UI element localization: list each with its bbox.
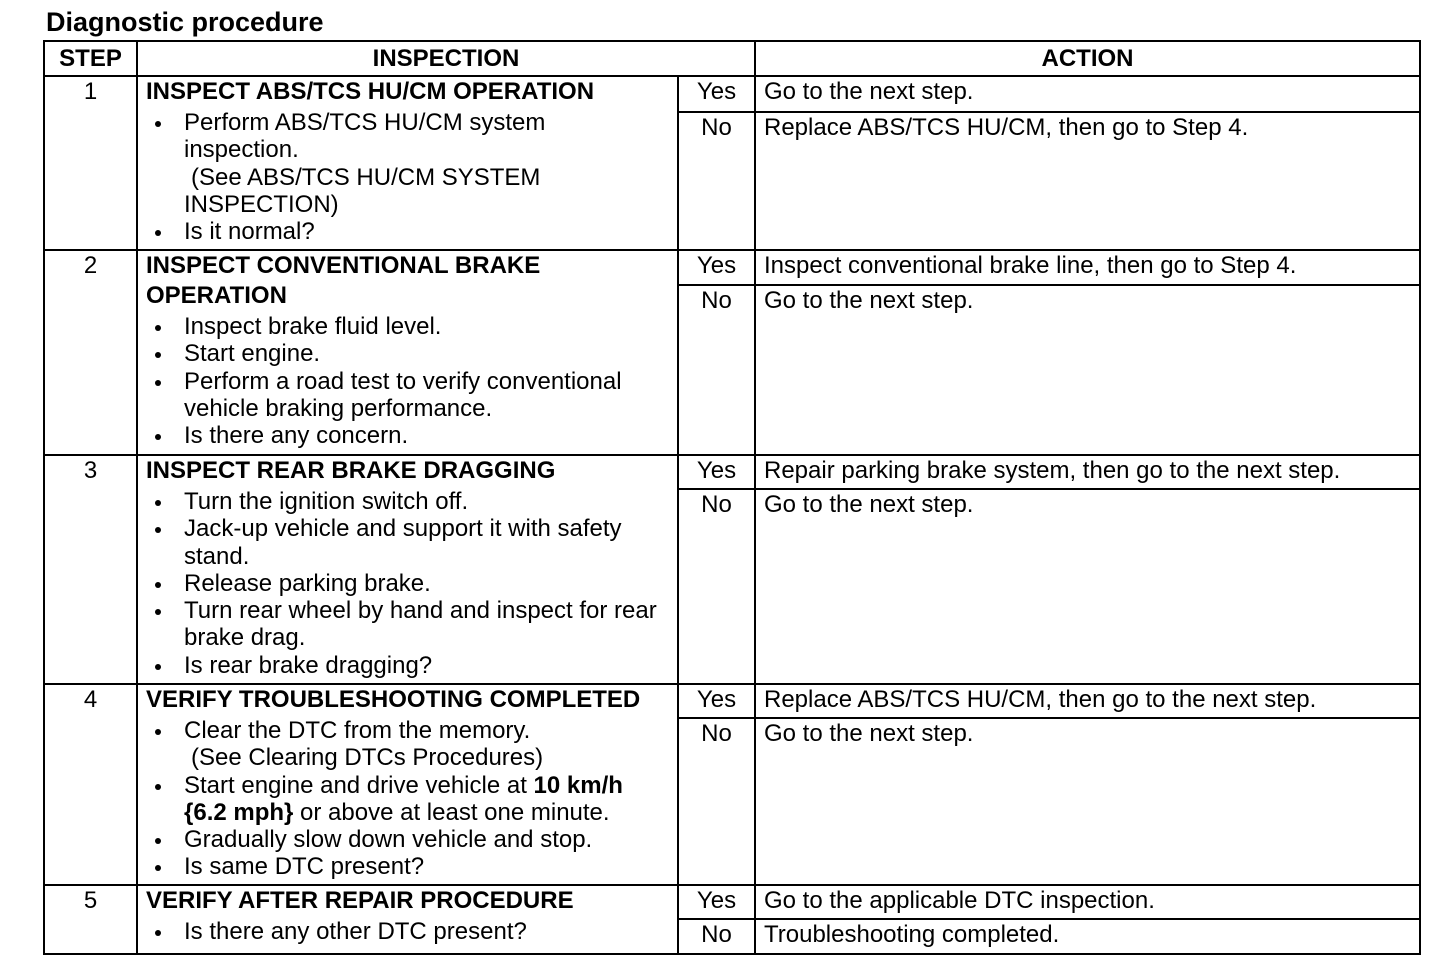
header-inspection: INSPECTION: [138, 42, 756, 77]
inspection-bullet: [184, 488, 664, 515]
bullet-text: Jack-up vehicle and support it with safety stand.: [184, 515, 622, 570]
inspection-bullet: [184, 340, 664, 367]
bullet-text: Clear the DTC from the memory.: [184, 717, 531, 744]
inspection-bullet: [184, 717, 664, 772]
inspection-bullet: [184, 515, 664, 570]
answer-yes-action: Inspect conventional brake line, then go to Step 4.: [756, 251, 1421, 286]
diagnostic-procedure-table: [43, 40, 1421, 955]
inspection-cell: [138, 456, 679, 685]
answer-no-label: No: [679, 719, 756, 886]
bullet-text: Perform ABS/TCS HU/CM system inspection.: [184, 109, 546, 164]
inspection-bullet-list: [146, 313, 664, 449]
step-number: 5: [45, 886, 138, 955]
answer-no-label: No: [679, 286, 756, 456]
bullet-text: Turn rear wheel by hand and inspect for rear brake drag.: [184, 597, 657, 652]
step-number: 2: [45, 251, 138, 456]
answer-yes-label: Yes: [679, 251, 756, 286]
bullet-text: Release parking brake.: [184, 569, 431, 597]
answer-yes-label: Yes: [679, 77, 756, 113]
answer-yes-label: Yes: [679, 456, 756, 490]
answer-no-action: Go to the next step.: [756, 490, 1421, 685]
answer-no-label: No: [679, 920, 756, 955]
bullet-text: Gradually slow down vehicle and stop.: [184, 826, 593, 854]
bullet-reference-note: (See Clearing DTCs Procedures): [191, 744, 544, 772]
answer-yes-action: Repair parking brake system, then go to the next step.: [756, 456, 1421, 490]
inspection-bullet: [184, 597, 664, 652]
step-number: 3: [45, 456, 138, 685]
inspection-heading: INSPECT CONVENTIONAL BRAKE OPERATION: [146, 252, 541, 309]
bullet-text: Is rear brake dragging?: [184, 651, 433, 679]
answer-no-action: Go to the next step.: [756, 286, 1421, 456]
inspection-heading: VERIFY TROUBLESHOOTING COMPLETED: [146, 686, 641, 713]
answer-yes-action: Go to the next step.: [756, 77, 1421, 113]
inspection-bullet: [184, 772, 664, 827]
inspection-cell: [138, 685, 679, 886]
answer-no-label: No: [679, 490, 756, 685]
inspection-bullet: [184, 218, 664, 245]
bullet-emphasis-speed: 10 km/h {6.2 mph}: [184, 771, 623, 826]
bullet-text: Start engine and drive vehicle at: [184, 771, 534, 799]
inspection-bullet: [184, 422, 664, 449]
answer-yes-action: Go to the applicable DTC inspection.: [756, 886, 1421, 920]
inspection-heading: VERIFY AFTER REPAIR PROCEDURE: [146, 887, 574, 914]
inspection-cell: [138, 77, 679, 251]
inspection-heading: INSPECT REAR BRAKE DRAGGING: [146, 457, 556, 484]
inspection-bullet: [184, 109, 664, 218]
inspection-bullet-list: [146, 109, 664, 245]
step-number: 1: [45, 77, 138, 251]
inspection-bullet-list: [146, 918, 664, 945]
inspection-bullet-list: [146, 717, 664, 881]
bullet-text: Perform a road test to verify conventional vehicle braking performance.: [184, 367, 622, 422]
inspection-bullet: [184, 652, 664, 679]
inspection-bullet: [184, 368, 664, 423]
document-title: Diagnostic procedure: [46, 7, 324, 37]
header-action: ACTION: [756, 42, 1421, 77]
bullet-text: Inspect brake fluid level.: [184, 313, 442, 340]
answer-no-action: Replace ABS/TCS HU/CM, then go to Step 4.: [756, 113, 1421, 251]
inspection-heading: INSPECT ABS/TCS HU/CM OPERATION: [146, 78, 595, 105]
inspection-cell: [138, 886, 679, 955]
answer-no-action: Go to the next step.: [756, 719, 1421, 886]
bullet-text: Is it normal?: [184, 218, 315, 246]
bullet-reference-note: (See ABS/TCS HU/CM SYSTEM INSPECTION): [184, 163, 541, 218]
answer-yes-label: Yes: [679, 886, 756, 920]
bullet-text: or above at least one minute.: [293, 798, 610, 826]
answer-no-label: No: [679, 113, 756, 251]
bullet-text: Is there any other DTC present?: [184, 918, 527, 945]
bullet-text: Is there any concern.: [184, 422, 409, 450]
header-step: STEP: [45, 42, 138, 77]
bullet-text: Turn the ignition switch off.: [184, 488, 469, 515]
answer-no-action: Troubleshooting completed.: [756, 920, 1421, 955]
inspection-bullet: [184, 313, 664, 340]
inspection-bullet: [184, 570, 664, 597]
inspection-bullet: [184, 918, 664, 945]
answer-yes-action: Replace ABS/TCS HU/CM, then go to the next step.: [756, 685, 1421, 719]
bullet-text: Start engine.: [184, 340, 321, 368]
answer-yes-label: Yes: [679, 685, 756, 719]
inspection-bullet: [184, 853, 664, 880]
inspection-bullet-list: [146, 488, 664, 679]
bullet-text: Is same DTC present?: [184, 853, 425, 881]
step-number: 4: [45, 685, 138, 886]
inspection-cell: [138, 251, 679, 456]
inspection-bullet: [184, 826, 664, 853]
